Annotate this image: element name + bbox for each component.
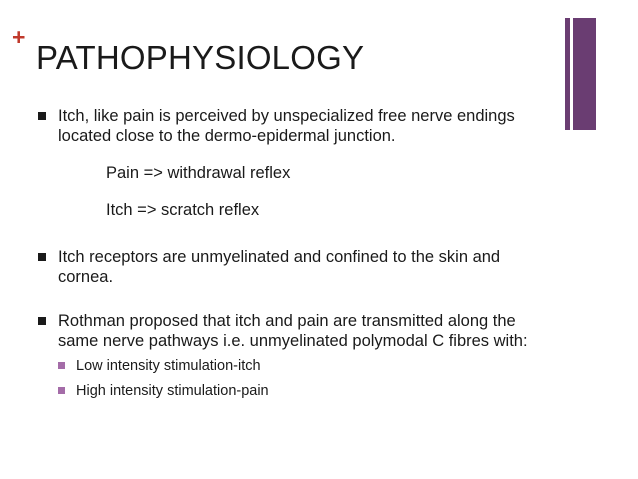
accent-bar-thick bbox=[573, 18, 596, 130]
accent-bar-thin bbox=[565, 18, 570, 130]
bullet-item bbox=[36, 311, 556, 351]
indented-line: Pain => withdrawal reflex bbox=[106, 164, 291, 182]
sub-bullet-list bbox=[36, 357, 556, 400]
plus-sign-icon: + bbox=[12, 24, 26, 50]
bullet-text: Itch receptors are unmyelinated and confined to the skin and cornea. bbox=[58, 248, 501, 286]
square-bullet-icon bbox=[38, 317, 46, 325]
sub-bullet-item bbox=[58, 382, 556, 400]
bullet-item bbox=[36, 106, 556, 146]
indented-line: Itch => scratch reflex bbox=[106, 201, 260, 219]
square-bullet-icon bbox=[38, 253, 46, 261]
bullet-item bbox=[36, 247, 556, 287]
bullet-text: Itch, like pain is perceived by unspecialized free nerve endings located close to the dermo-epidermal junction. bbox=[58, 107, 515, 145]
sub-bullet-text: Low intensity stimulation-itch bbox=[76, 358, 261, 374]
square-bullet-icon bbox=[38, 112, 46, 120]
bullet-text: Rothman proposed that itch and pain are transmitted along the same nerve pathways i.e. unmyelinated polymodal C fibres with: bbox=[58, 312, 528, 350]
sub-bullet-item bbox=[58, 357, 556, 375]
slide-title: PATHOPHYSIOLOGY bbox=[36, 39, 365, 76]
sub-bullet-text: High intensity stimulation-pain bbox=[76, 383, 269, 399]
square-sub-bullet-icon bbox=[58, 362, 65, 369]
square-sub-bullet-icon bbox=[58, 387, 65, 394]
slide-content bbox=[36, 106, 556, 407]
